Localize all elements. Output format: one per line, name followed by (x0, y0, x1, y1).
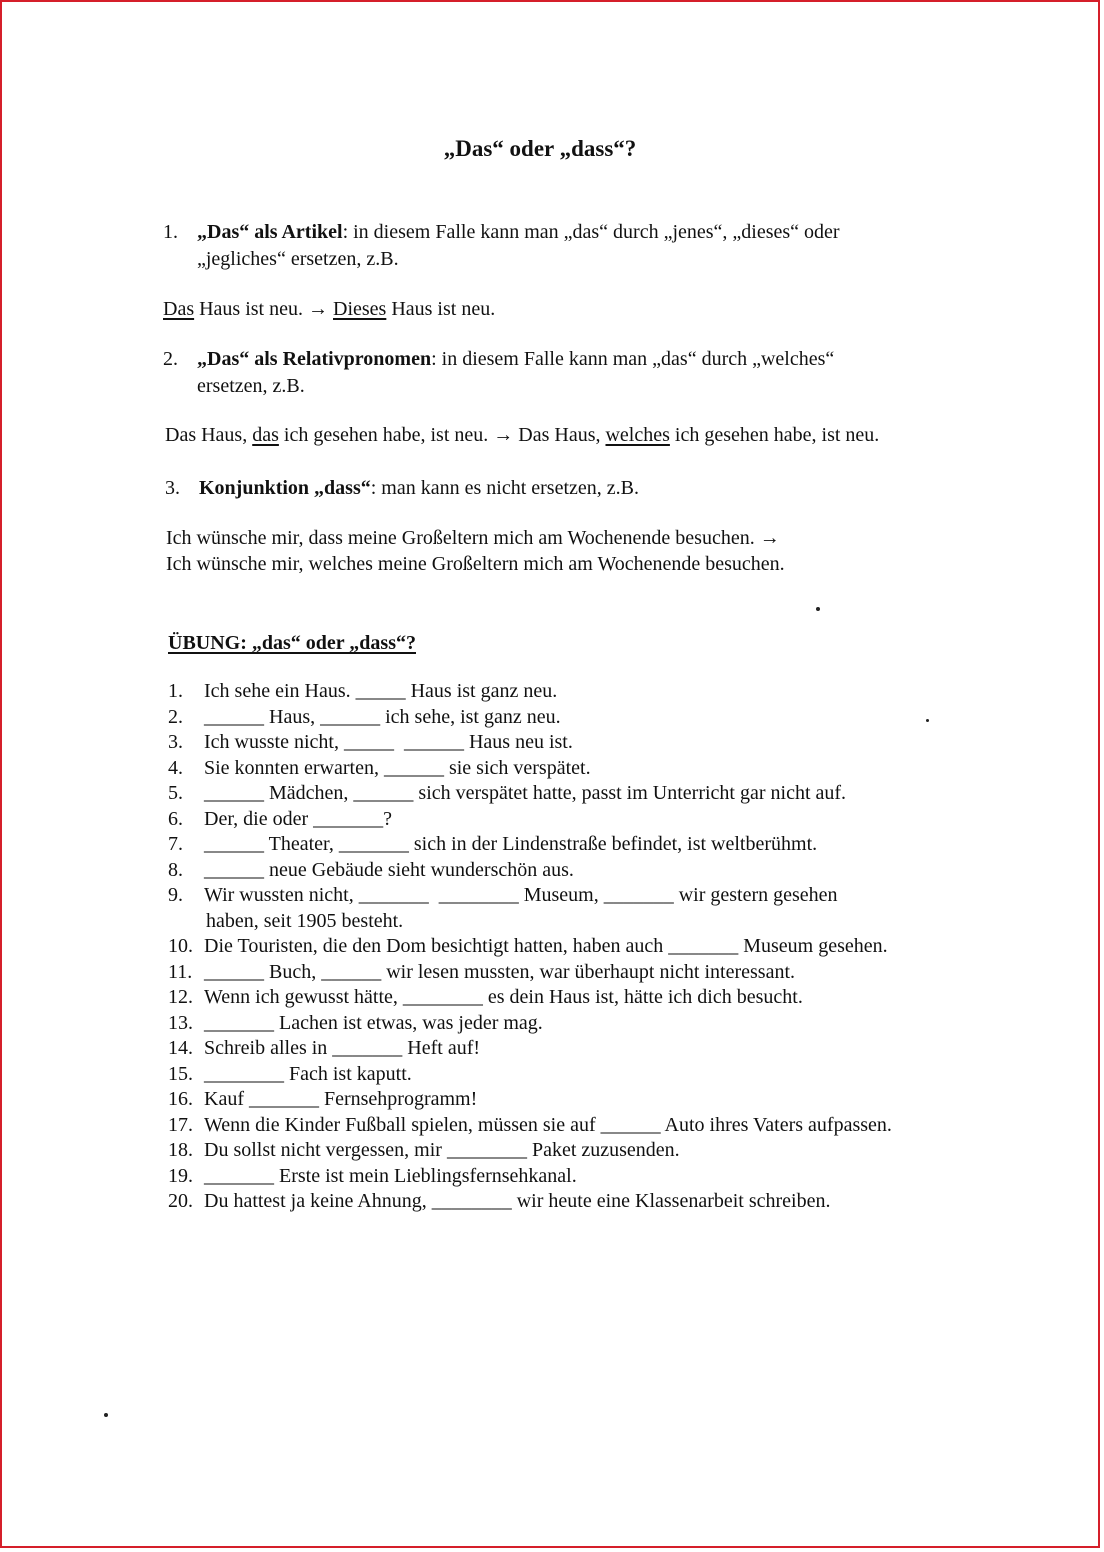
rule-3-text: : man kann es nicht ersetzen, z.B. (370, 477, 639, 499)
rule-3-bold: Konjunktion „dass“ (199, 477, 371, 499)
exercise-item (168, 1164, 892, 1190)
rule-2-continuation: ersetzen, z.B. (197, 375, 305, 397)
scan-speck (104, 1413, 108, 1417)
rule-2-number: 2. (163, 348, 178, 370)
exercise-item-number: 4. (168, 756, 183, 779)
example-2-text-1: ich gesehen habe, ist neu. → Das Haus, (278, 424, 606, 446)
rule-2-text: : in diesem Falle kann man „das“ durch „welches“ (431, 348, 835, 370)
exercise-item-number: 20. (168, 1190, 193, 1212)
rule-3 (165, 475, 639, 501)
exercise-item (168, 807, 892, 833)
rule-2 (163, 346, 834, 372)
exercise-item (168, 832, 892, 858)
example-3-line-1: Ich wünsche mir, dass meine Großeltern mich am Wochenende besuchen. → (166, 527, 780, 549)
exercise-item-number: 13. (168, 1011, 193, 1034)
exercise-item-text: Wir wussten nicht, _______ ________ Museum, _______ wir gestern gesehen (204, 884, 838, 906)
exercise-item-number: 14. (168, 1037, 193, 1059)
exercise-heading (168, 630, 416, 656)
exercise-item (168, 1138, 892, 1164)
exercise-item-text: _______ Lachen ist etwas, was jeder mag. (204, 1011, 543, 1034)
exercise-item-number: 12. (168, 986, 193, 1008)
scan-speck (926, 719, 929, 722)
exercise-item-text: Kauf _______ Fernsehprogramm! (204, 1088, 478, 1110)
example-2 (165, 422, 879, 448)
example-3-line-2: Ich wünsche mir, welches meine Großeltern mich am Wochenende besuchen. (166, 553, 785, 575)
exercise-item-text: Schreib alles in _______ Heft auf! (204, 1037, 481, 1059)
exercise-item-number: 1. (168, 680, 183, 702)
exercise-item (168, 1062, 892, 1088)
exercise-item-continuation: haben, seit 1905 besteht. (206, 909, 404, 932)
exercise-item-text: Die Touristen, die den Dom besichtigt hatten, haben auch _______ Museum gesehen. (204, 935, 888, 957)
example-1-text-1: Haus ist neu. → (194, 298, 333, 320)
exercise-item-text: Sie konnten erwarten, ______ sie sich verspätet. (204, 756, 591, 779)
exercise-item-number: 8. (168, 858, 183, 881)
example-1-underlined-2: Dieses (333, 298, 387, 320)
example-2-text-2: ich gesehen habe, ist neu. (669, 424, 880, 446)
exercise-item-number: 17. (168, 1113, 193, 1136)
exercise-item (168, 756, 892, 782)
exercise-item (168, 1189, 892, 1215)
exercise-item-text: Wenn ich gewusst hätte, ________ es dein Haus ist, hätte ich dich besucht. (204, 986, 803, 1008)
exercise-item-number: 9. (168, 884, 183, 906)
exercise-item-number: 16. (168, 1088, 193, 1110)
exercise-item-number: 6. (168, 807, 183, 830)
example-2-text-0: Das Haus, (165, 424, 253, 446)
exercise-item-number: 2. (168, 705, 183, 728)
exercise-item (168, 781, 892, 807)
rule-3-number: 3. (165, 477, 180, 499)
exercise-item-number: 5. (168, 782, 183, 804)
rule-1 (163, 219, 840, 245)
rule-1-number: 1. (163, 221, 178, 243)
example-1-text-2: Haus ist neu. (386, 298, 496, 320)
exercise-item-text: ______ Mädchen, ______ sich verspätet hatte, passt im Unterricht gar nicht auf. (204, 782, 847, 804)
page-title: „Das“ oder „dass“? (443, 136, 637, 161)
exercise-item-text: ________ Fach ist kaputt. (204, 1062, 412, 1085)
exercise-item-text: _______ Erste ist mein Lieblingsfernsehkanal. (204, 1164, 577, 1187)
rule-1-text: : in diesem Falle kann man „das“ durch „jenes“, „dieses“ oder (342, 221, 840, 243)
exercise-item-number: 3. (168, 731, 183, 753)
exercise-item (168, 1036, 892, 1062)
exercise-item (168, 934, 892, 960)
rule-2-bold: „Das“ als Relativpronomen (197, 348, 432, 370)
exercise-item (168, 1113, 892, 1139)
exercise-item (168, 705, 892, 731)
exercise-item-number: 18. (168, 1139, 193, 1161)
exercise-item-text: Du hattest ja keine Ahnung, ________ wir heute eine Klassenarbeit schreiben. (204, 1190, 831, 1212)
exercise-item-number: 11. (168, 960, 193, 983)
exercise-item (168, 730, 892, 756)
exercise-item-text: ______ neue Gebäude sieht wunderschön aus. (204, 858, 574, 881)
exercise-item-text: ______ Buch, ______ wir lesen mussten, war überhaupt nicht interessant. (204, 960, 795, 983)
exercise-item-text: Wenn die Kinder Fußball spielen, müssen sie auf ______ Auto ihres Vaters aufpassen. (204, 1113, 892, 1136)
example-2-underlined-2: welches (605, 424, 670, 446)
rule-1-continuation: „jegliches“ ersetzen, z.B. (197, 248, 399, 270)
exercise-list (168, 679, 892, 1215)
exercise-item-text: Ich sehe ein Haus. _____ Haus ist ganz neu. (204, 680, 558, 702)
exercise-item (168, 679, 892, 705)
example-1-underlined-1: Das (163, 298, 195, 320)
exercise-item (168, 858, 892, 884)
scan-speck (816, 607, 820, 611)
exercise-item-text: Der, die oder _______? (204, 807, 393, 830)
exercise-item (168, 1087, 892, 1113)
exercise-item-number: 10. (168, 935, 193, 957)
exercise-item (168, 883, 892, 909)
exercise-item-text: ______ Haus, ______ ich sehe, ist ganz neu. (204, 705, 561, 728)
example-2-underlined-1: das (252, 424, 279, 446)
exercise-item (168, 1011, 892, 1037)
exercise-item-number: 15. (168, 1062, 193, 1085)
example-1 (163, 296, 495, 322)
exercise-item (168, 960, 892, 986)
exercise-item-text: Ich wusste nicht, _____ ______ Haus neu ist. (204, 731, 573, 753)
exercise-item-text: Du sollst nicht vergessen, mir ________ Paket zuzusenden. (204, 1139, 680, 1161)
exercise-item-text: ______ Theater, _______ sich in der Lindenstraße befindet, ist weltberühmt. (204, 833, 818, 855)
rule-1-bold: „Das“ als Artikel (197, 221, 343, 243)
exercise-item (168, 985, 892, 1011)
exercise-item-number: 7. (168, 833, 183, 855)
exercise-heading-text: ÜBUNG: „das“ oder „dass“? (168, 632, 416, 654)
exercise-item-number: 19. (168, 1164, 193, 1187)
